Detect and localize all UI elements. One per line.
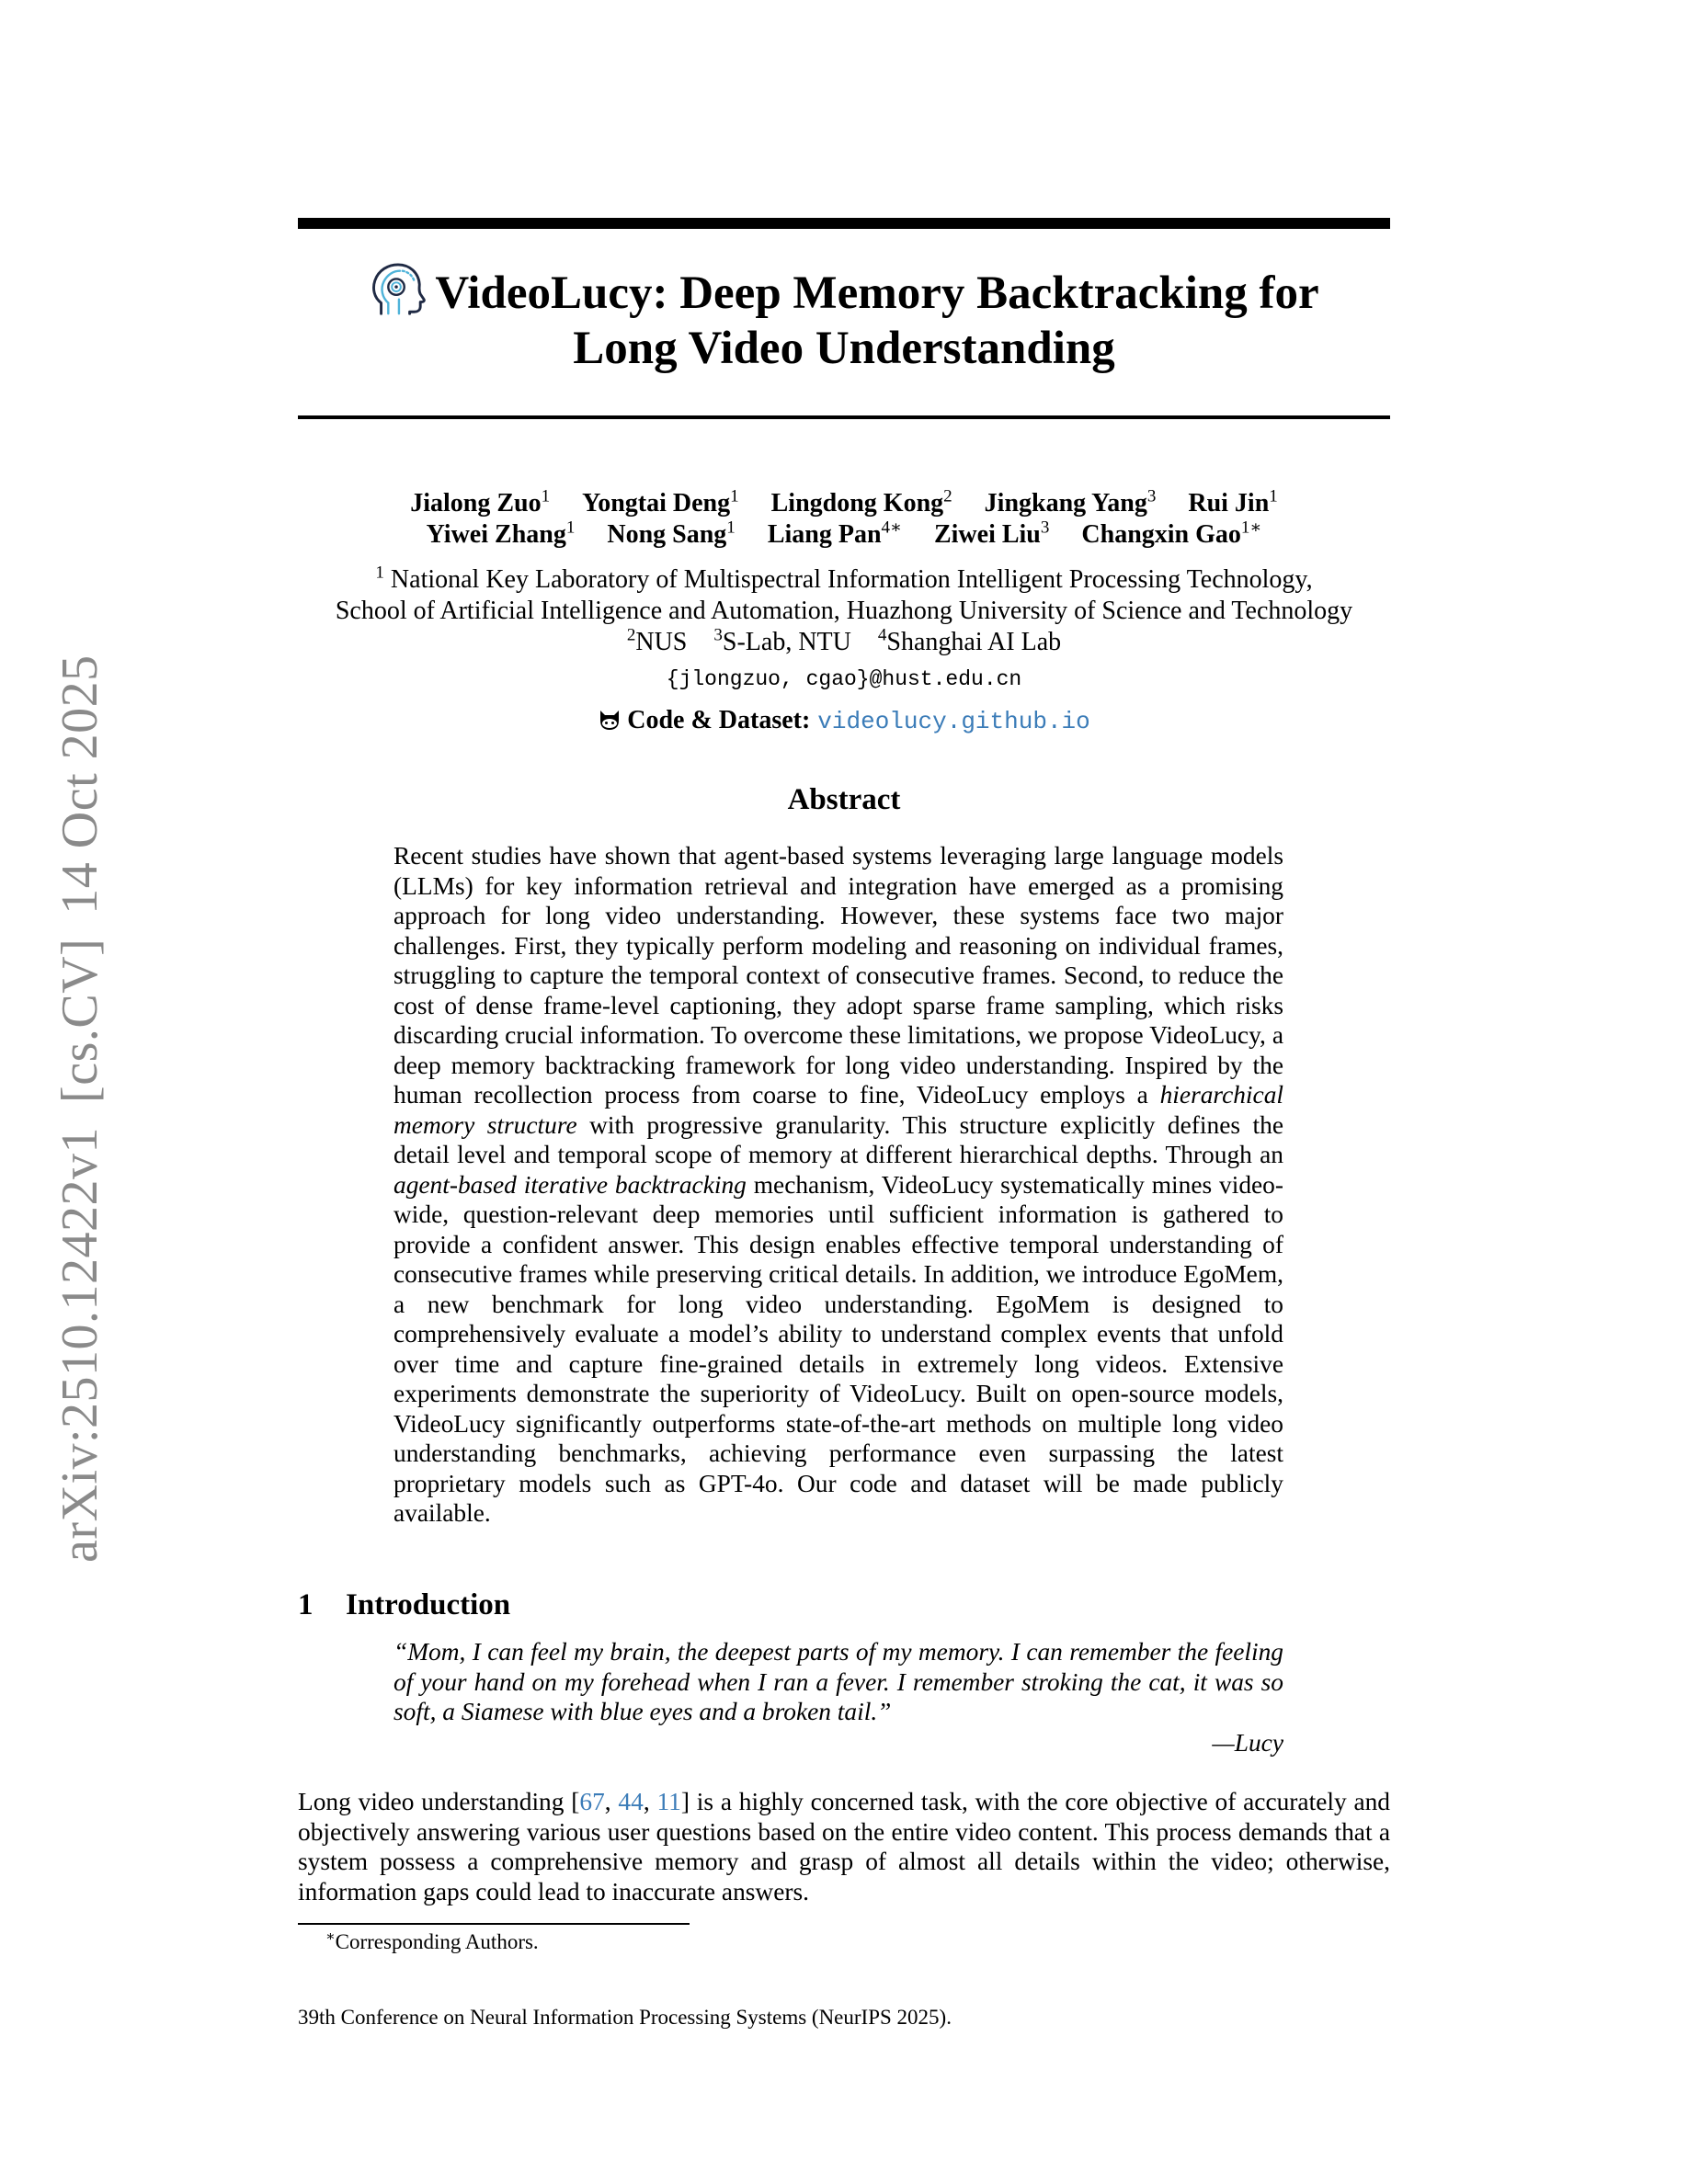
author: Yongtai Deng$^1$ (582, 486, 739, 518)
emphasis-hierarchical-memory: hierarchical memory structure (393, 1081, 1283, 1139)
project-link[interactable]: videolucy.github.io (817, 708, 1090, 735)
author: Jialong Zuo$^1$ (410, 486, 551, 518)
affiliation-2: NUS (635, 628, 688, 656)
arxiv-date: 14 Oct 2025 (51, 654, 108, 915)
arxiv-id: arXiv:2510.12422v1 (51, 1126, 108, 1563)
author: Ziwei Liu$^3$ (933, 518, 1050, 549)
quote-attribution: —Lucy (1212, 1728, 1283, 1757)
author: Liang Pan$^{4∗}$ (767, 518, 902, 549)
footnote: ∗Corresponding Authors. (325, 1928, 539, 1953)
citation-link[interactable]: 67 (579, 1788, 605, 1815)
affiliation-1-line-1: National Key Laboratory of Multispectral Information Intelligent Processing Technology, (390, 565, 1313, 594)
author: Rui Jin$^1$ (1188, 486, 1278, 518)
section-number: 1 (298, 1588, 314, 1621)
title-line-1: VideoLucy: Deep Memory Backtracking for (435, 267, 1319, 319)
venue-note: 39th Conference on Neural Information Processing Systems (NeurIPS 2025). (298, 2006, 952, 2029)
abstract-heading: Abstract (787, 783, 901, 816)
intro-paragraph: Long video understanding [67, 44, 11] is a highly concerned task, with the core objective of accurately and objectively answering various user questions based on the entire video content. This process demands that a system possess a comprehensive memory and grasp of almost all details within the video; otherwise, information gaps could lead to inaccurate answers. (298, 1788, 1390, 1905)
affiliations: $^1$ National Key Laboratory of Multispectral Information Intelligent Processing Technology, School of Artificial Intelligence and Automation, Huazhong University of Science and Technology $^2$NUS $^3$S-Lab, NTU $^4$Shanghai AI Lab (335, 563, 1353, 656)
title-bottom-rule (298, 415, 1390, 419)
section-heading-introduction (298, 1587, 1390, 1623)
arxiv-category: [cs.CV] (51, 938, 108, 1103)
code-dataset-line (298, 705, 1390, 737)
citation-link[interactable]: 44 (618, 1788, 644, 1815)
author: Lingdong Kong$^2$ (770, 486, 952, 518)
footnote-rule (298, 1923, 690, 1925)
title-top-rule (298, 218, 1390, 229)
emphasis-agent-backtracking: agent-based iterative backtracking (393, 1170, 747, 1199)
quote-text: “Mom, I can feel my brain, the deepest parts of my memory. I can remember the feeling of your hand on my forehead when I ran a fever. I remember stroking the cat, it was so soft, a Siamese with blue eyes and a broken tail.” (393, 1638, 1283, 1725)
author: Jingkang Yang$^3$ (984, 486, 1157, 518)
author-list (298, 488, 1390, 551)
code-dataset-label: Code & Dataset: (627, 706, 811, 734)
arxiv-stamp (48, 588, 112, 1563)
github-icon (598, 708, 622, 732)
author: Changxin Gao$^{1∗}$ (1081, 518, 1262, 549)
epigraph-quote (393, 1637, 1283, 1757)
affiliation-4: Shanghai AI Lab (886, 628, 1062, 656)
author: Nong Sang$^1$ (607, 518, 736, 549)
affiliation-1-line-2: School of Artificial Intelligence and Automation, Huazhong University of Science and Technology (335, 597, 1353, 625)
contact-email: {jlongzuo, cgao}@hust.edu.cn (666, 667, 1022, 691)
title-line-2: Long Video Understanding (573, 323, 1115, 374)
author: Yiwei Zhang$^1$ (426, 518, 576, 549)
citation-link[interactable]: 11 (656, 1788, 681, 1815)
affiliation-3: S-Lab, NTU (722, 628, 851, 656)
footnote-text: Corresponding Authors. (335, 1930, 539, 1953)
paper-title (298, 262, 1390, 376)
abstract-text: Recent studies have shown that agent-based systems leveraging large language models (LLMs) for key information retrieval and integration have emerged as a promising approach for long video understanding. However, these systems face two major challenges. First, they typically perform modeling and reasoning on individual frames, struggling to capture the temporal context of consecutive frames. Second, to reduce the cost of dense frame-level captioning, they adopt sparse frame sampling, which risks discarding crucial information. To overcome these limitations, we propose VideoLucy, a deep memory backtracking framework for long video understanding. Inspired by the human recollection process from coarse to fine, VideoLucy employs a hierarchical memory structure with progressive granularity. This structure explicitly defines the detail level and temporal scope of memory at different hierarchical depths. Through an agent-based iterative backtracking mechanism, VideoLucy systematically mines video-wide, question-relevant deep memories until sufficient information is gathered to provide a confident answer. This design enables effective temporal understanding of consecutive frames while preserving critical details. In addition, we introduce EgoMem, a new benchmark for long video understanding. EgoMem is designed to comprehensively evaluate a model’s ability to understand complex events that unfold over time and capture fine-grained details in extremely long videos. Extensive experiments demonstrate the superiority of VideoLucy. Built on open-source models, VideoLucy significantly outperforms state-of-the-art methods on multiple long video understanding benchmarks, achieving performance even surpassing the latest proprietary models such as GPT-4o. Our code and dataset will be made publicly available. (393, 842, 1283, 1527)
section-title: Introduction (346, 1588, 511, 1621)
head-memory-icon (369, 262, 426, 319)
